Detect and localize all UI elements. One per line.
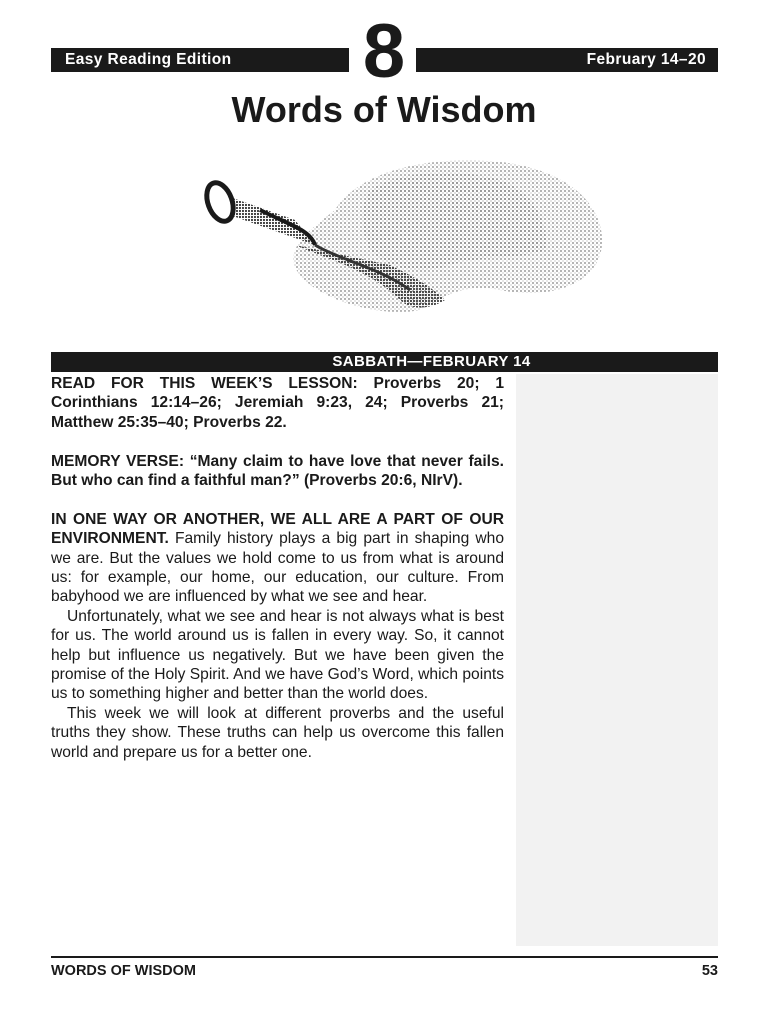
memory-verse-label: MEMORY VERSE: [51, 452, 185, 470]
lesson-body [51, 374, 504, 762]
memory-verse-text: “Many claim to have love that never fails. But who can find a faithful man?” (Proverbs 20:6, NIrV). [51, 452, 504, 490]
dates-label: February 14–20 [586, 51, 706, 68]
body-paragraph: Unfortunately, what we see and hear is not always what is best for us. The world around us is fallen in every way. So, it cannot help but influence us negatively. But we have been given the promise of the Holy Spirit. And we have God’s Word, which points us to something higher and better than the world does. [51, 607, 504, 703]
body-paragraph: This week we will look at different proverbs and the useful truths they show. These truths can help us overcome this fallen world and prepare us for a better one. [51, 704, 504, 761]
memory-verse [51, 452, 504, 491]
day-label: SABBATH—FEBRUARY 14 [332, 353, 531, 370]
lesson-number: 8 [362, 9, 404, 94]
dates-banner [416, 48, 718, 72]
reading-text: Proverbs 20; 1 Corinthians 12:14–26; Jeremiah 9:23, 24; Proverbs 21; Matthew 25:35–40; Proverbs 22. [51, 375, 504, 431]
notes-panel [516, 374, 718, 946]
page-title: Words of Wisdom [231, 89, 537, 130]
footer-rule [51, 956, 718, 958]
edition-banner [51, 48, 349, 72]
day-heading [51, 352, 718, 372]
scroll-illustration [200, 150, 610, 320]
edition-label: Easy Reading Edition [65, 51, 232, 68]
footer-section-title: WORDS OF WISDOM [51, 963, 196, 979]
reading-assignment [51, 374, 504, 432]
intro-paragraph [51, 510, 504, 607]
reading-label: READ FOR THIS WEEK’S LESSON: [51, 375, 358, 392]
page-number: 53 [701, 963, 718, 979]
intro-text: Family history plays a big part in shaping who we are. But the values we hold come to us from what is around us: for example, our home, our education, our culture. From babyhood we are influenced by what we see and hear. [51, 530, 504, 606]
intro-lead: IN ONE WAY OR ANOTHER, WE ALL ARE A PART OF OUR ENVIRONMENT. [51, 510, 504, 548]
